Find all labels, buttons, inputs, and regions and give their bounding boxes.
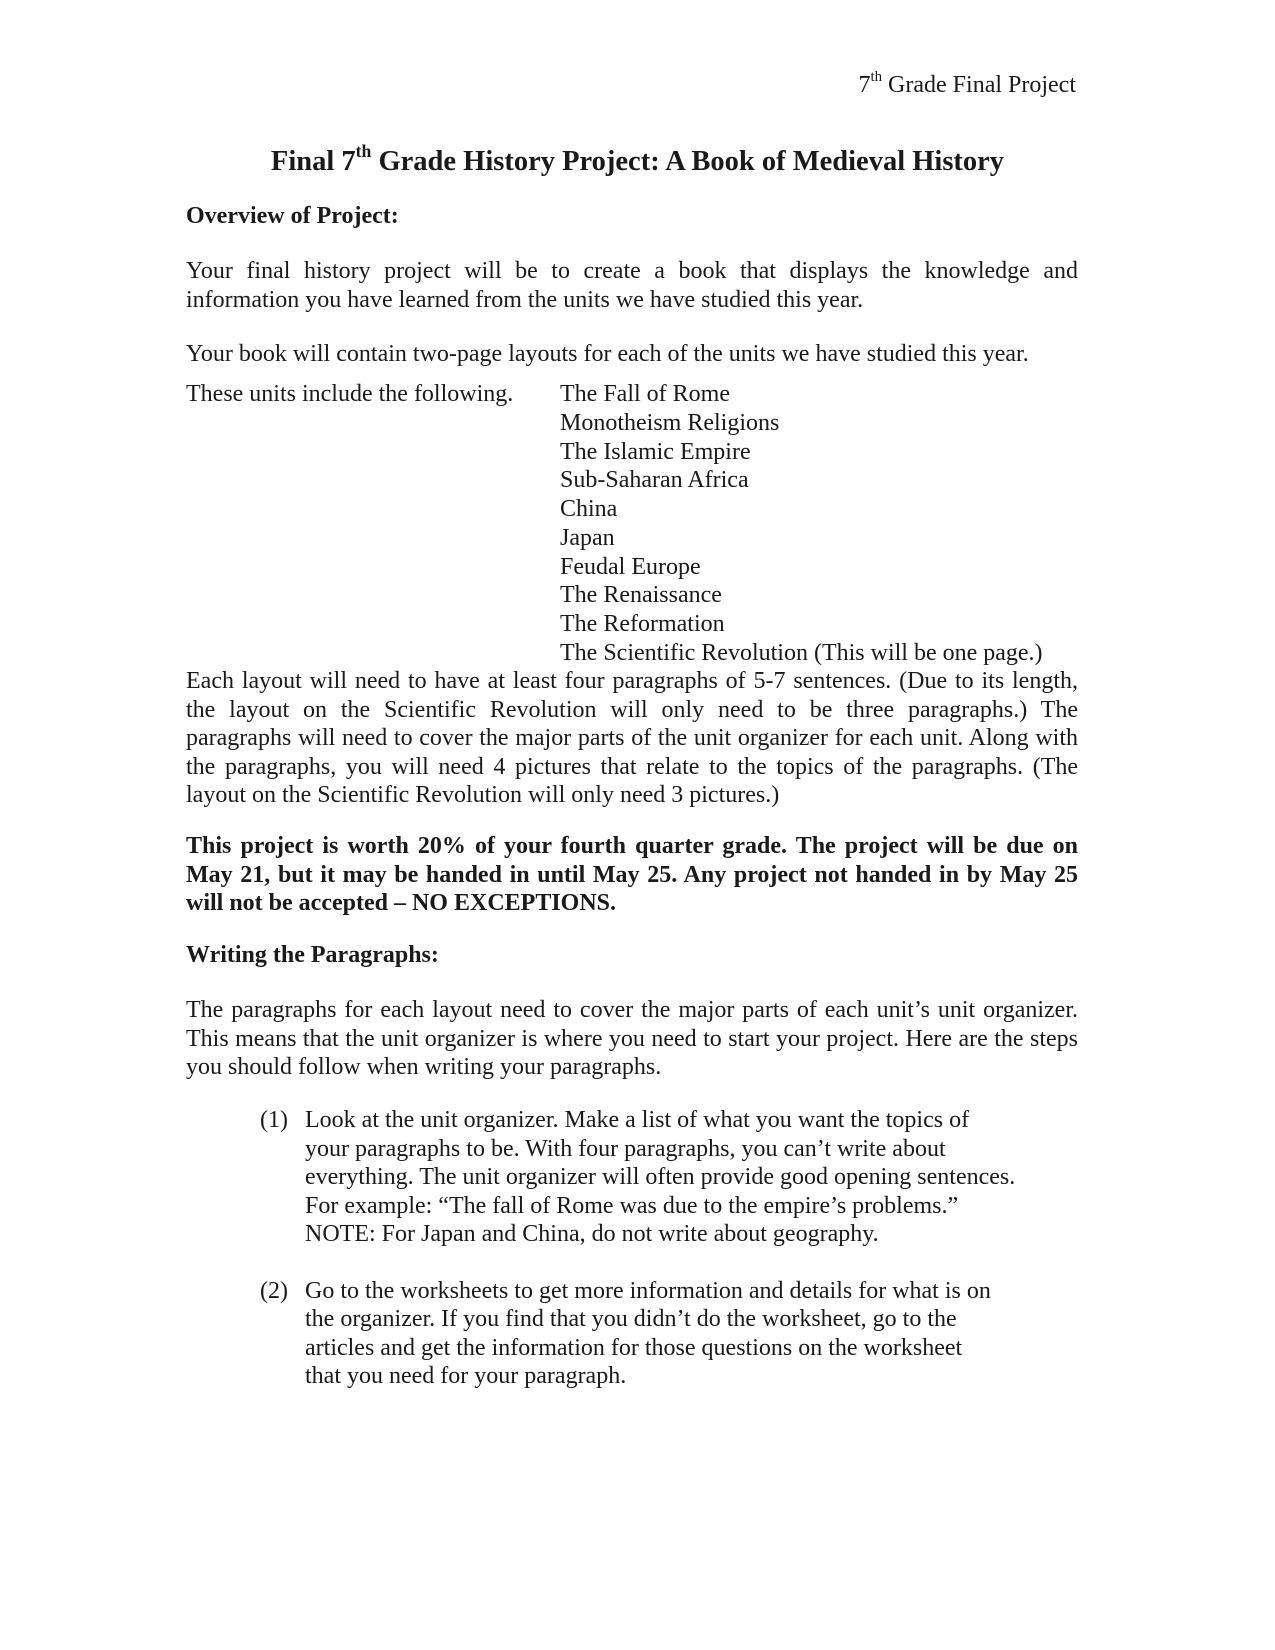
- step-item: [260, 1277, 1015, 1391]
- step-line: articles and get the information for those questions on the worksheet: [305, 1334, 963, 1361]
- writing-heading: Writing the Paragraphs:: [186, 942, 439, 968]
- running-header-text: Grade Final Project: [882, 72, 1076, 98]
- unit-item: Monotheism Religions: [560, 409, 780, 436]
- layout-requirements-paragraph: Each layout will need to have at least four paragraphs of 5-7 sentences. (Due to its length, the layout on the Scientific Revolution will only need to be three paragraphs.) The paragraphs will need to cover the major parts of the unit organizer for each unit. Along with the paragraphs, you will need 4 pictures that relate to the topics of the paragraphs. (The layout on the Scientific Revolution will only need 3 pictures.): [186, 668, 1078, 808]
- units-intro: These units include the following.: [186, 381, 514, 407]
- document-title: [0, 140, 1275, 180]
- unit-item: The Islamic Empire: [560, 438, 751, 465]
- step-line: that you need for your paragraph.: [305, 1363, 627, 1389]
- unit-item: Sub-Saharan Africa: [560, 467, 749, 494]
- unit-item: The Reformation: [560, 611, 725, 637]
- steps-list: [260, 1106, 1015, 1391]
- title-prefix: Final 7: [270, 146, 356, 177]
- step-line: everything. The unit organizer will often provide good opening sentences.: [305, 1164, 1016, 1190]
- step-text: [260, 1106, 1015, 1249]
- step-line: NOTE: For Japan and China, do not write about geography.: [305, 1221, 879, 1247]
- step-line: the organizer. If you find that you didn’t do the worksheet, go to the: [305, 1306, 957, 1332]
- step-number: (2): [260, 1277, 288, 1304]
- unit-item: China: [560, 496, 618, 522]
- unit-item: Feudal Europe: [560, 553, 701, 580]
- units-list: [560, 380, 1043, 668]
- running-header-superscript: th: [870, 68, 883, 85]
- step-line: your paragraphs to be. With four paragraphs, you can’t write about: [305, 1135, 946, 1162]
- step-line: Go to the worksheets to get more information and details for what is on: [305, 1277, 991, 1304]
- overview-paragraph-2: Your book will contain two-page layouts for each of the units we have studied this year.: [186, 341, 1029, 367]
- running-header: [858, 70, 1076, 100]
- title-superscript: th: [355, 140, 372, 161]
- overview-heading: Overview of Project:: [186, 203, 399, 229]
- unit-item: The Fall of Rome: [560, 381, 730, 407]
- writing-intro-paragraph: The paragraphs for each layout need to cover the major parts of each unit’s unit organizer. This means that the unit organizer is where you need to start your project. Here are the steps you should follow when writing your paragraphs.: [186, 997, 1078, 1080]
- step-number: (1): [260, 1107, 288, 1133]
- step-item: [260, 1106, 1015, 1249]
- step-line: Look at the unit organizer. Make a list of what you want the topics of: [305, 1107, 970, 1133]
- grading-notice: This project is worth 20% of your fourth quarter grade. The project will be due on May 21, but it may be handed in until May 25. Any project not handed in by May 25 will not be accepted – NO EXCEPTIONS.: [186, 833, 1078, 916]
- unit-item: The Renaissance: [560, 582, 722, 609]
- running-header-ordinal: 7: [858, 72, 871, 98]
- unit-item: Japan: [560, 524, 615, 551]
- overview-paragraph-1: Your final history project will be to create a book that displays the knowledge and information you have learned from the units we have studied this year.: [186, 258, 1078, 313]
- title-suffix: Grade History Project: A Book of Medieval History: [371, 146, 1005, 177]
- unit-item: The Scientific Revolution (This will be one page.): [560, 639, 1043, 666]
- step-text: [260, 1277, 1015, 1391]
- step-line: For example: “The fall of Rome was due to the empire’s problems.”: [305, 1192, 959, 1219]
